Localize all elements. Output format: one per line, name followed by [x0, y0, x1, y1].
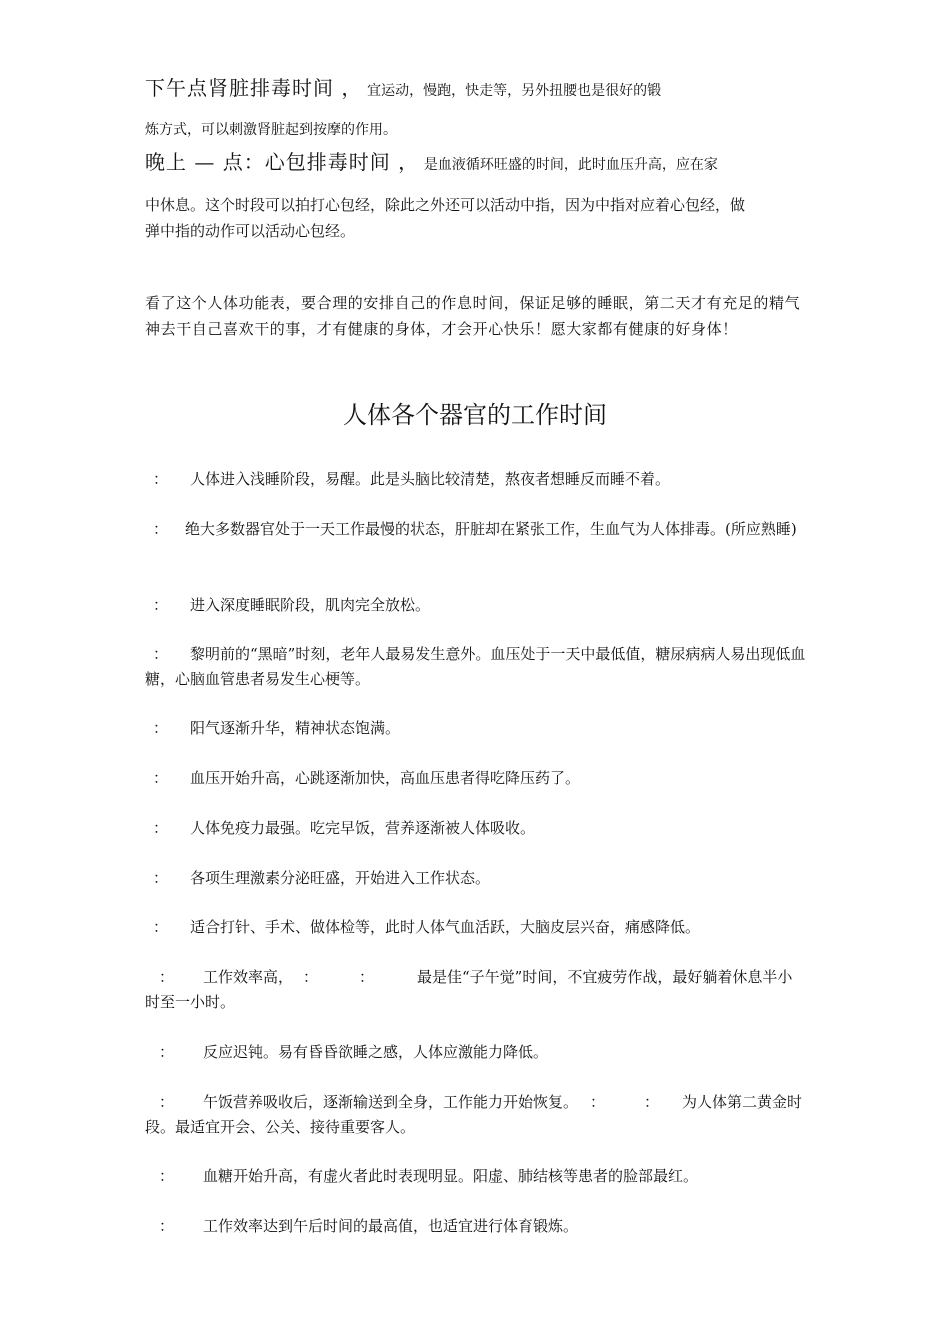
kidney-body-text: 宜运动，慢跑，快走等，另外扭腰也是很好的锻: [367, 83, 662, 99]
pericardium-paragraph-line-3: 弹中指的动作可以活动心包经。: [145, 222, 356, 240]
timetable-entry: ： 工作效率达到午后时间的最高值，也适宜进行体育锻炼。: [159, 1217, 579, 1235]
pericardium-paragraph-line-2: 中休息。这个时段可以拍打心包经，除此之外还可以活动中指，因为中指对应着心包经，做: [145, 196, 746, 214]
timetable-entry: ： 各项生理激素分泌旺盛，开始进入工作状态。: [153, 869, 491, 887]
kidney-paragraph-line-2: 炼方式，可以刺激肾脏起到按摩的作用。: [145, 122, 397, 138]
pericardium-paragraph-line-1: [145, 152, 718, 175]
timetable-entry: ： 午饭营养吸收后，逐渐输送到全身，工作能力开始恢复。 ： ： 为人体第二黄金时段。最适宜开会、公关、接待重要客人。: [145, 1093, 803, 1136]
kidney-paragraph-line-1: [145, 78, 661, 101]
kidney-heading-part: 点: [187, 76, 208, 100]
timetable-entry: ： 阳气逐渐升华，精神状态饱满。: [153, 719, 401, 737]
timetable-entry: ： 绝大多数器官处于一天工作最慢的状态，肝脏却在紧张工作，生血气为人体排毒。(所应熟睡): [153, 520, 797, 538]
kidney-heading-part: 下午: [145, 76, 187, 100]
timetable-entry: ： 进入深度睡眠阶段，肌肉完全放松。: [153, 596, 431, 614]
timetable-entry: ： 血压开始升高，心跳逐渐加快，高血压患者得吃降压药了。: [153, 769, 581, 787]
kidney-heading-title: 肾脏排毒时间 ，: [208, 76, 363, 100]
section-title: 人体各个器官的工作时间: [343, 401, 607, 429]
timetable-entry: ： 适合打针、手术、做体检等，此时人体气血活跃，大脑皮层兴奋，痛感降低。: [153, 918, 701, 936]
pericardium-body-text: 是血液循环旺盛的时间，此时血压升高，应在家: [423, 157, 718, 173]
timetable-entry: ： 人体进入浅睡阶段，易醒。此是头脑比较清楚，熬夜者想睡反而睡不着。: [153, 470, 671, 488]
timetable-entry: ： 血糖开始升高，有虚火者此时表现明显。阳虚、肺结核等患者的脸部最红。: [159, 1167, 699, 1185]
summary-paragraph: 看了这个人体功能表，要合理的安排自己的作息时间，保证足够的睡眠，第二天才有充足的精气神去干自己喜欢干的事，才有健康的身体，才会开心快乐！愿大家都有健康的好身体！: [145, 294, 801, 338]
timetable-entry: ： 反应迟钝。易有昏昏欲睡之感，人体应激能力降低。: [159, 1043, 549, 1061]
timetable-entry: ： 黎明前的“黑暗”时刻，老年人最易发生意外。血压处于一天中最低值，糖尿病病人易出现低血糖，心脑血管患者易发生心梗等。: [145, 645, 806, 688]
timetable-entry: ： 工作效率高， ： ： 最是佳“子午觉”时间，不宜疲劳作战，最好躺着休息半小时至一小时。: [145, 968, 793, 1011]
pericardium-heading-title: 晚上 — 点：心包排毒时间 ，: [145, 150, 420, 174]
timetable-entry: ： 人体免疫力最强。吃完早饭，营养逐渐被人体吸收。: [153, 819, 536, 837]
